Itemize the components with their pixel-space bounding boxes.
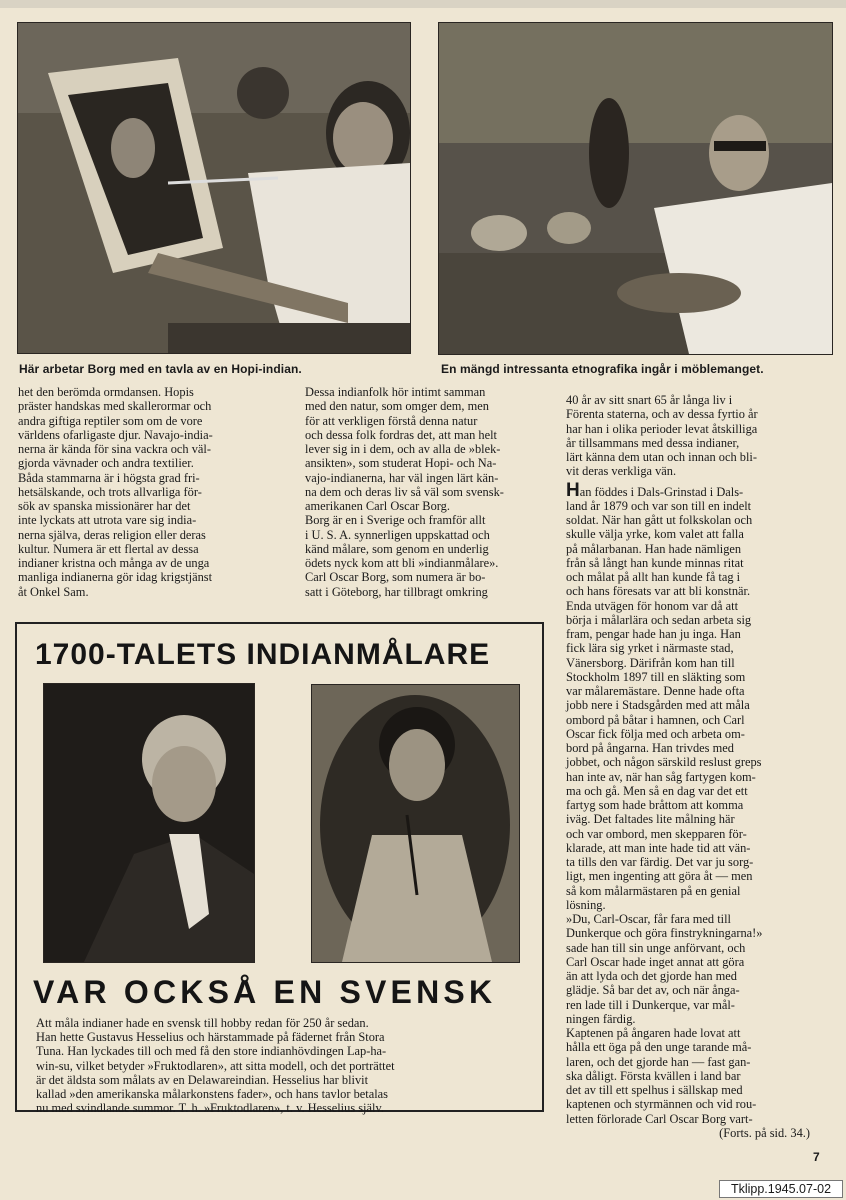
col3-paragraph-1: 40 år av sitt snart 65 år långa liv i Förenta staterna, och av dessa fyrtio år har han i olika perioder levat åtskilliga år tillsammans med dessa indianer, lärt känna dem utan och innan och bli- vit deras verkliga vän. <box>566 393 758 479</box>
col3-paragraph-4: Kaptenen på ångaren hade lovat att hålla ett öga på den unge tarande må- laren, och det gjorde han — fast gan- ska dåligt. Första kvällen i land bar det av till ett spelhus i sällskap med kaptenen och styrmännen och vid rou- letten förlorade Carl Oscar Borg vart- <box>566 1026 757 1126</box>
portrait-fruktodlaren <box>311 684 520 963</box>
col3-paragraph-3: »Du, Carl-Oscar, får fara med till Dunkerque och göra finstrykningarna!» sade han till sin unge anförvant, och Carl Oscar hade inget annat att göra än att lyda och det gjorde han med glädje. Så bar det av, och när ånga- ren lade till i Dunkerque, var mål- ningen färdig. <box>566 912 763 1026</box>
col3-paragraph-2-text: an föddes i Dals-Grinstad i Dals- land år 1879 och var son till en indelt soldat. När han gått ut folkskolan och skulle välja yrke, kom valet att falla på målarbanan. Han hade nämligen från så långt han kunde minnas ritat och målat på allt han kunde få tag i och hans föresats var att bli konstnär. Enda utvägen för honom var då att börja i målarlära och sedan arbeta sig fram, pengar hade han ju inga. Han fick lära sig yrket i närmaste stad, Vänersborg. Därifrån kom han till Stockholm 1897 till en släkting som var målaremästare. Denne hade ofta jobb nere i Stadsgården med att måla ombord på båtar i hamnen, och Carl Oscar fick följa med och arbeta om- bord på ångarna. Han trivdes med jobbet, och någon särskild reslust greps han inte av, när han såg fartygen kom- ma och gå. Men så en dag var det ett fartyg som hade bråttom att komma iväg. Det faltades lite målning här och var ombord, men skepparen för- klarade, att man inte hade tid att vän- ta tills den var färdig. Det var ju sorg- ligt, men ingenting att göra åt — men så kom målarmästaren på en genial lösning. <box>566 484 762 912</box>
photo-borg-painting <box>17 22 411 354</box>
col1-paragraph: het den berömda ormdansen. Hopis präster handskas med skallerormar och andra giftiga reptiler som om de vore världens ofarligaste djur. Navajo-india- nerna är kända för sina vackra och väl- gjorda vävnader och andra textilier. Båda stammarna är i högsta grad fri- hetsälskande, och trots allvarliga för- sök av spanska missionärer har det inte lyckats att utrota vare sig india- nerna själva, deras religion eller deras kultur. Numera är ett flertal av dessa indianer kristna och många av de unga manliga indianerna gör idag krigstjänst åt Onkel Sam. <box>18 385 213 599</box>
caption-painting: Här arbetar Borg med en tavla av en Hopi-indian. <box>19 362 302 376</box>
article-column-1 <box>18 385 278 599</box>
article-column-3 <box>566 393 830 1140</box>
article-column-2 <box>305 385 553 599</box>
col3-paragraph-2 <box>566 479 830 913</box>
col2-paragraph-2: Borg är en i Sverige och framför allt i U. S. A. synnerligen uppskattad och känd målare, som genom en underlig ödets nyck kom att bli »indianmålare». Carl Oscar Borg, som numera är bo- satt i Göteborg, har tillbragt omkring <box>305 513 499 599</box>
caption-ethnographica: En mängd intressanta etnografika ingår i möblemanget. <box>441 362 764 376</box>
feature-headline-top: 1700-TALETS INDIANMÅLARE <box>35 638 491 671</box>
page-number: 7 <box>813 1150 820 1164</box>
col2-paragraph-1: Dessa indianfolk hör intimt samman med den natur, som omger dem, men för att verkligen förstå denna natur och dessa folk fordras det, att man helt lever sig in i dem, och av alla de »blek- ansikten», som studerat Hopi- och Na- vajo-indianerna, har väl ingen lärt kän- na dem och deras liv så väl som svensk- amerikanen Carl Oscar Borg. <box>305 385 504 513</box>
col3-dropcap: H <box>566 479 580 501</box>
photo-borg-ethnographica <box>438 22 833 355</box>
archive-label: Tklipp.1945.07-02 <box>719 1180 843 1198</box>
page-top-strip <box>0 0 846 8</box>
col3-continuation: (Forts. på sid. 34.) <box>719 1125 810 1140</box>
feature-body-text: Att måla indianer hade en svensk till hobby redan för 250 år sedan. Han hette Gustavus Hesselius och härstammade på fädernet från Stora Tuna. Han lyckades till och med få den store indianhövdingen Lap-ha- win-su, vilket betyder »Fruktodlaren», att sitta modell, och det porträttet är det äldsta som målats av en Delawareindian. Hesselius har blivit kallad »den amerikanska målarkonstens fader», och hans tavlor betalas nu med svindlande summor. T. h. »Fruktodlaren», t. v. Hesselius själv. <box>36 1016 395 1116</box>
feature-headline-bottom: VAR OCKSÅ EN SVENSK <box>33 974 497 1010</box>
portrait-hesselius <box>43 683 255 963</box>
